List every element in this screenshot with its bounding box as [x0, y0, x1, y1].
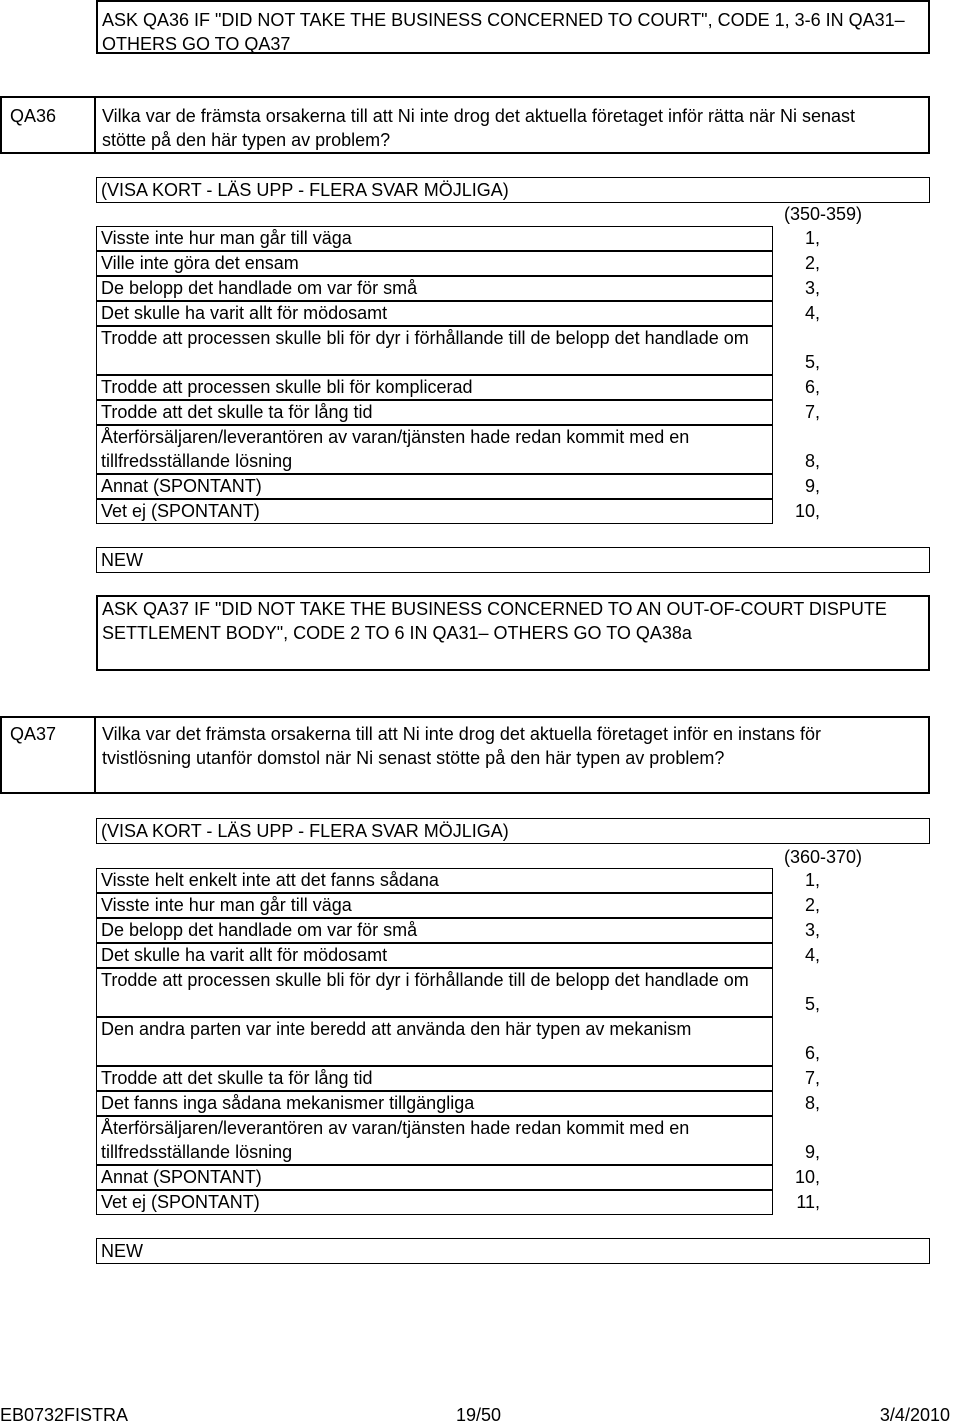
qa37-option-label: Det skulle ha varit allt för mödosamt	[101, 945, 388, 965]
qa36-column-divider	[94, 98, 96, 152]
footer-date: 3/4/2010	[879, 1405, 950, 1425]
qa36-option-code: 6,	[804, 377, 820, 397]
qa36-option-code: 10,	[794, 501, 820, 521]
qa36-option-label: De belopp det handlade om var för små	[101, 278, 418, 298]
qa36-option-label: Det skulle ha varit allt för mödosamt	[101, 303, 388, 323]
qa37-option-code: 2,	[804, 895, 820, 915]
qa36-option-label: Återförsäljaren/leverantören av varan/tjänsten hade redan kommit med en tillfredsställande lösning	[101, 427, 695, 471]
qa36-option-label: Trodde att det skulle ta för lång tid	[101, 402, 373, 422]
qa36-option-code: 4,	[804, 303, 820, 323]
qa37-column-divider	[94, 718, 96, 792]
qa37-option-code: 9,	[804, 1142, 820, 1162]
qa36-option-code: 1,	[804, 228, 820, 248]
qa36-question-id: QA36	[10, 106, 57, 126]
qa37-option-code: 3,	[804, 920, 820, 940]
qa37-option-label: Det fanns inga sådana mekanismer tillgängliga	[101, 1093, 475, 1113]
qa37-routing-instruction: ASK QA37 IF "DID NOT TAKE THE BUSINESS CONCERNED TO AN OUT-OF-COURT DISPUTE SETTLEMENT BODY", CODE 2 TO 6 IN QA31– OTHERS GO TO QA38a	[102, 599, 892, 643]
qa36-option-code: 7,	[804, 402, 820, 422]
qa36-new-label: NEW	[101, 550, 143, 570]
qa37-option-code: 6,	[804, 1043, 820, 1063]
qa37-column-range: (360-370)	[783, 847, 862, 867]
qa36-show-card-text: (VISA KORT - LÄS UPP - FLERA SVAR MÖJLIGA)	[101, 180, 509, 200]
qa36-question-box	[0, 96, 930, 154]
qa36-option-label: Ville inte göra det ensam	[101, 253, 299, 273]
qa37-option-code: 5,	[804, 994, 820, 1014]
qa37-new-label: NEW	[101, 1241, 143, 1261]
qa36-option-label: Trodde att processen skulle bli för komplicerad	[101, 377, 473, 397]
qa37-question-box	[0, 716, 930, 794]
qa37-option-code: 1,	[804, 870, 820, 890]
qa37-option-label: Annat (SPONTANT)	[101, 1167, 262, 1187]
qa37-option-code: 8,	[804, 1093, 820, 1113]
qa36-column-range: (350-359)	[783, 204, 862, 224]
qa37-option-code: 11,	[796, 1192, 820, 1212]
qa36-new-box	[96, 547, 930, 573]
qa37-show-card-text: (VISA KORT - LÄS UPP - FLERA SVAR MÖJLIGA)	[101, 821, 509, 841]
qa36-option-label: Vet ej (SPONTANT)	[101, 501, 260, 521]
qa37-option-label: Den andra parten var inte beredd att använda den här typen av mekanism	[101, 1019, 692, 1039]
qa37-new-box	[96, 1238, 930, 1264]
footer-page-number: 19/50	[456, 1405, 502, 1425]
footer-doc-id: EB0732FISTRA	[0, 1405, 129, 1425]
qa37-option-code: 7,	[804, 1068, 820, 1088]
qa37-option-label: De belopp det handlade om var för små	[101, 920, 418, 940]
qa37-option-label: Visste inte hur man går till väga	[101, 895, 352, 915]
qa36-option-code: 9,	[804, 476, 820, 496]
qa37-option-code: 4,	[804, 945, 820, 965]
qa36-option-label: Visste inte hur man går till väga	[101, 228, 352, 248]
qa36-option-code: 5,	[804, 352, 820, 372]
qa37-option-label: Återförsäljaren/leverantören av varan/tjänsten hade redan kommit med en tillfredsställande lösning	[101, 1118, 695, 1162]
qa37-show-card-box	[96, 818, 930, 844]
qa37-option-label: Trodde att processen skulle bli för dyr i förhållande till de belopp det handlade om	[101, 970, 749, 990]
qa36-option-label: Annat (SPONTANT)	[101, 476, 262, 496]
qa36-question-text: Vilka var de främsta orsakerna till att Ni inte drog det aktuella företaget inför rätta när Ni senast stötte på den här typen av problem?	[102, 106, 861, 150]
qa37-option-label: Vet ej (SPONTANT)	[101, 1192, 260, 1212]
qa37-question-id: QA37	[10, 724, 57, 744]
qa36-option-code: 2,	[804, 253, 820, 273]
qa36-show-card-box	[96, 177, 930, 203]
qa36-routing-instruction: ASK QA36 IF "DID NOT TAKE THE BUSINESS CONCERNED TO COURT", CODE 1, 3-6 IN QA31– OTHERS GO TO QA37	[102, 10, 910, 54]
qa37-option-label: Trodde att det skulle ta för lång tid	[101, 1068, 373, 1088]
qa37-routing-box	[96, 595, 930, 671]
qa36-option-label: Trodde att processen skulle bli för dyr i förhållande till de belopp det handlade om	[101, 328, 749, 348]
qa36-option-code: 3,	[804, 278, 820, 298]
qa36-routing-box	[96, 0, 930, 54]
qa37-question-text: Vilka var det främsta orsakerna till att Ni inte drog det aktuella företaget inför en instans för tvistlösning utanför domstol när Ni senast stötte på den här typen av problem?	[102, 724, 827, 768]
qa36-option-code: 8,	[804, 451, 820, 471]
qa37-option-label: Visste helt enkelt inte att det fanns sådana	[101, 870, 439, 890]
qa37-option-code: 10,	[794, 1167, 820, 1187]
